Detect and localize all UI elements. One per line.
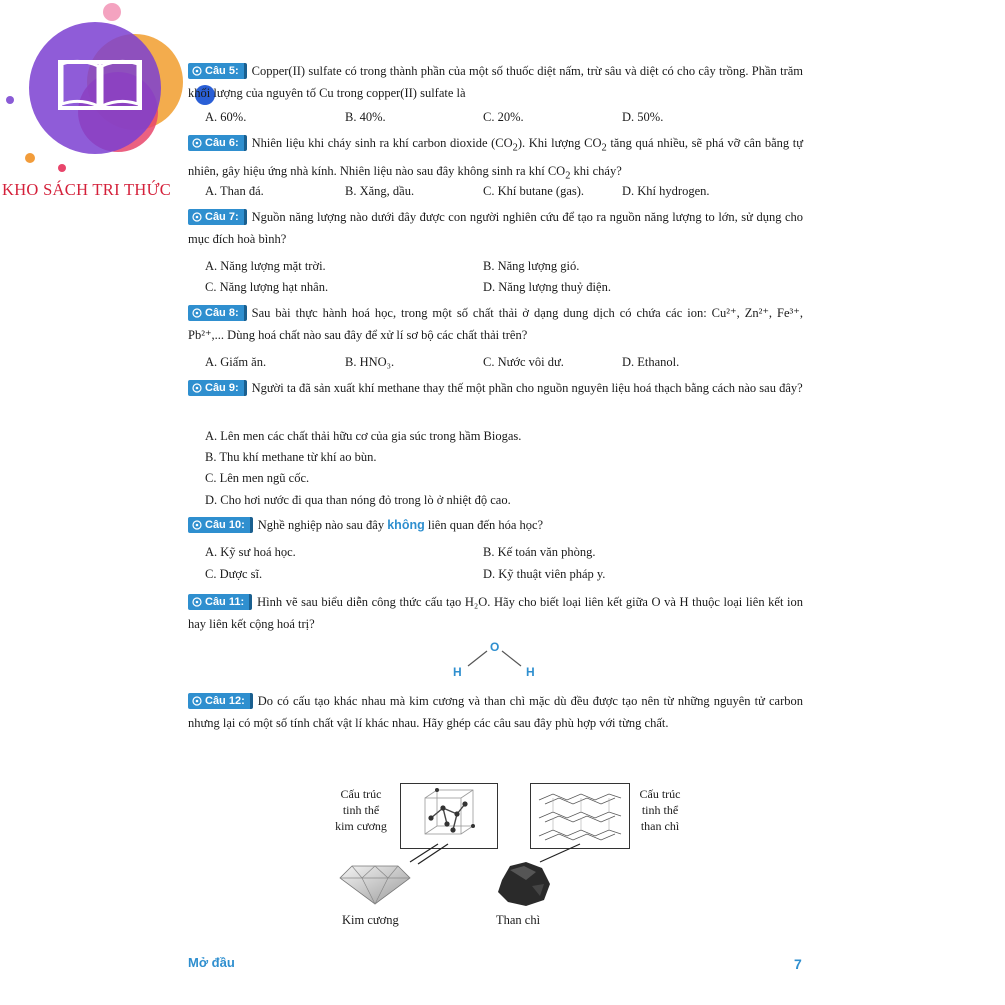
option: D. Cho hơi nước đi qua than nóng đỏ trong lò ở nhiệt độ cao. — [205, 493, 511, 507]
question-8 — [188, 302, 803, 346]
option: A. 60%. — [205, 110, 247, 124]
caption-diamond: Kim cương — [342, 913, 399, 927]
atom-icon — [191, 695, 203, 707]
question-6: Câu 6: Nhiên liệu khi cháy sinh ra khí carbon dioxide $(CO_2)$. Khi lượng $CO_2$ tăng quá nhiều, sẽ phá vỡ cân bằng tự nhiên, gây hiệu ứng nhà kính. Nhiên liệu nào sau đây không sinh ra khí $CO_2$ khi cháy? — [188, 136, 803, 181]
question-5 — [188, 60, 803, 104]
graphite-structure-label: Cấu trúc tinh thể than chì — [639, 787, 681, 833]
option: B. 40%. — [345, 110, 386, 124]
water-molecule-diagram — [440, 638, 550, 682]
option: B. HNO₃. — [345, 355, 395, 369]
option: D. Kỹ thuật viên pháp y. — [483, 567, 606, 581]
option: A. Giấm ăn. — [205, 355, 267, 369]
option: C. 20%. — [483, 110, 524, 124]
question-text: Do có cấu tạo khác nhau mà kim cương và than chì mặc dù đều được tạo nên từ những nguyên tử carbon nhưng lại có một số tính chất vật lí khác nhau. Hãy ghép các câu sau đây phù hợp với từng chất. — [188, 694, 803, 730]
option: C. Khí butane (gas). — [483, 184, 585, 198]
graphite-rock-icon — [496, 860, 552, 908]
question-11 — [188, 591, 803, 635]
highlight-word: không — [387, 518, 425, 532]
question-badge: Câu 9: — [188, 380, 247, 396]
page-number: 7 — [794, 956, 802, 972]
diamond-structure-label: Cấu trúc tinh thể kim cương — [335, 787, 387, 833]
option: B. Xăng, dầu. — [345, 184, 415, 198]
atom-icon — [191, 307, 203, 319]
option: D. Khí hydrogen. — [622, 184, 710, 198]
question-badge: Câu 12: — [188, 693, 253, 709]
graphite-layers-icon — [531, 784, 629, 848]
question-badge: Câu 6: — [188, 135, 247, 151]
option: A. Lên men các chất thải hữu cơ của gia súc trong hầm Biogas. — [205, 429, 522, 443]
question-12 — [188, 690, 803, 734]
option: B. Năng lượng gió. — [483, 259, 580, 273]
diamond-gem-icon — [338, 860, 412, 906]
option: B. Thu khí methane từ khí ao bùn. — [205, 450, 377, 464]
option: B. Kế toán văn phòng. — [483, 545, 596, 559]
question-text: Sau bài thực hành hoá học, trong một số chất thải ở dạng dung dịch có chứa các ion: Cu²⁺, Zn²⁺, Fe³⁺, Pb²⁺,... Dùng hoá chất nào sau đây để xử lí sơ bộ các chất thải trên? — [188, 306, 803, 342]
option: C. Dược sĩ. — [205, 567, 263, 581]
question-7 — [188, 206, 803, 250]
question-text: Người ta đã sản xuất khí methane thay thế một phần cho nguồn nguyên liệu hoá thạch bằng cách nào sau đây? — [251, 381, 803, 395]
atom-icon — [191, 519, 203, 531]
option: A. Năng lượng mặt trời. — [205, 259, 326, 273]
brand-name: KHO SÁCH TRI THỨC — [2, 180, 172, 199]
option: D. Năng lượng thuỷ điện. — [483, 280, 611, 294]
question-badge: Câu 10: — [188, 517, 253, 533]
question-text: Hình vẽ sau biểu diễn công thức cấu tạo H₂O. Hãy cho biết loại liên kết giữa O và H thuộc loại liên kết ion hay liên kết cộng hoá trị? — [188, 595, 803, 631]
option: C. Năng lượng hạt nhân. — [205, 280, 329, 294]
atom-icon — [191, 65, 203, 77]
diamond-lattice-icon — [401, 784, 497, 848]
option: A. Than đá. — [205, 184, 264, 198]
section-title: Mở đầu — [188, 955, 235, 970]
atom-icon — [191, 596, 203, 608]
question-badge: Câu 11: — [188, 594, 252, 610]
atom-icon — [191, 382, 203, 394]
question-badge: Câu 8: — [188, 305, 247, 321]
option: D. Ethanol. — [622, 355, 680, 369]
atom-o: O — [490, 640, 500, 654]
question-9 — [188, 377, 803, 399]
caption-graphite: Than chì — [496, 913, 541, 927]
question-badge: Câu 7: — [188, 209, 247, 225]
question-text: Nguồn năng lượng nào dưới đây được con người nghiên cứu để tạo ra nguồn năng lượng to lớn, sử dụng cho mục đích hoà bình? — [188, 210, 803, 246]
question-text: Copper(II) sulfate có trong thành phần của một số thuốc diệt nấm, trừ sâu và diệt có cho cây trồng. Phần trăm khối lượng của nguyên tố Cu trong copper(II) sulfate là — [188, 64, 803, 100]
atom-h-right: H — [526, 665, 535, 679]
option: A. Kỹ sư hoá học. — [205, 545, 296, 559]
question-badge: Câu 5: — [188, 63, 247, 79]
option: C. Nước vôi dư. — [483, 355, 564, 369]
option: D. 50%. — [622, 110, 664, 124]
question-10: Câu 10: Nghề nghiệp nào sau đây không liên quan đến hóa học? — [188, 514, 803, 536]
atom-icon — [191, 211, 203, 223]
atom-icon — [191, 137, 203, 149]
option: C. Lên men ngũ cốc. — [205, 471, 310, 485]
atom-h-left: H — [453, 665, 462, 679]
